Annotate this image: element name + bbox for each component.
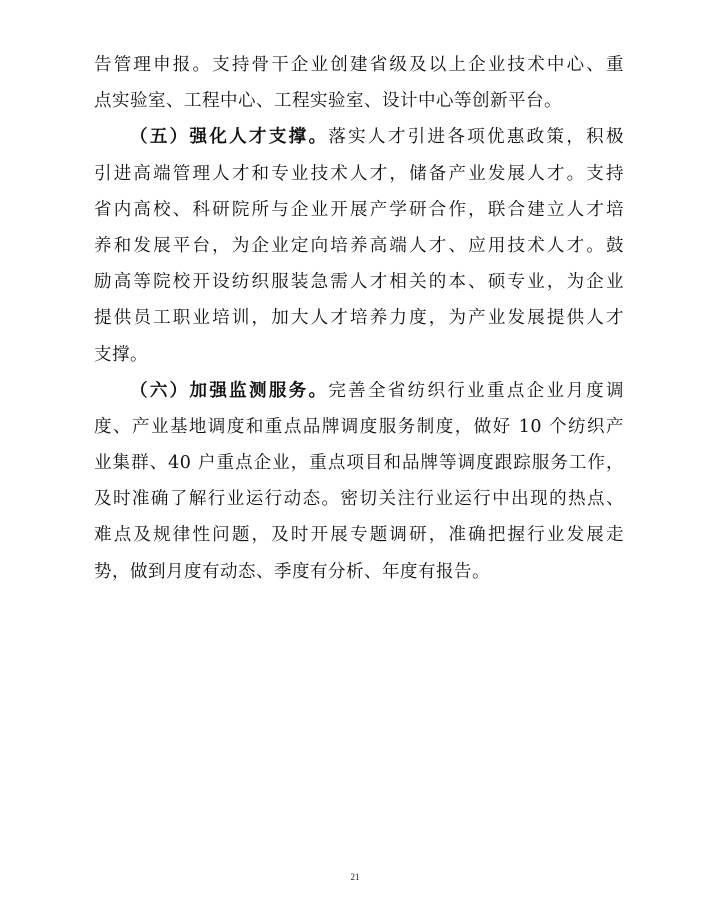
section-heading-6: （六）加强监测服务。 — [130, 380, 329, 401]
text-line: 养和发展平台，为企业定向培养高端人才、应用技术人才。鼓 — [94, 235, 624, 256]
text-line: 点实验室、工程中心、工程实验室、设计中心等创新平台。 — [94, 91, 562, 112]
text-line: 告管理申报。支持骨干企业创建省级及以上企业技术中心、重 — [94, 55, 624, 75]
text-line: 业集群、40 户重点企业，重点项目和品牌等调度跟踪服务工作， — [94, 453, 624, 474]
paragraph-monitoring-service — [94, 373, 624, 590]
text-run: 落实人才引进各项优惠政策，积极 — [328, 127, 625, 148]
text-line: 势，做到月度有动态、季度有分析、年度有报告。 — [94, 561, 490, 582]
text-line: 提供员工职业培训，加大人才培养力度，为产业发展提供人才 — [94, 308, 624, 329]
text-line: 省内高校、科研院所与企业开展产学研合作，联合建立人才培 — [94, 199, 624, 220]
text-line — [94, 119, 624, 155]
text-line: 度、产业基地调度和重点品牌调度服务制度，做好 10 个纺织产 — [94, 416, 624, 437]
document-body — [94, 47, 624, 590]
paragraph-talent-support — [94, 119, 624, 372]
text-line — [94, 373, 624, 409]
page-number: 21 — [350, 872, 360, 882]
text-run: 完善全省纺织行业重点企业月度调 — [328, 380, 625, 401]
text-line: 支撑。 — [94, 344, 148, 365]
text-line: 引进高端管理人才和专业技术人才，储备产业发展人才。支持 — [94, 163, 624, 184]
section-heading-5: （五）强化人才支撑。 — [130, 127, 329, 148]
text-line: 及时准确了解行业运行动态。密切关注行业运行中出现的热点、 — [94, 489, 624, 510]
text-line: 难点及规律性问题，及时开展专题调研，准确把握行业发展走 — [94, 525, 624, 546]
text-line: 励高等院校开设纺织服装急需人才相关的本、硕专业，为企业 — [94, 272, 624, 293]
paragraph-1 — [94, 47, 624, 119]
